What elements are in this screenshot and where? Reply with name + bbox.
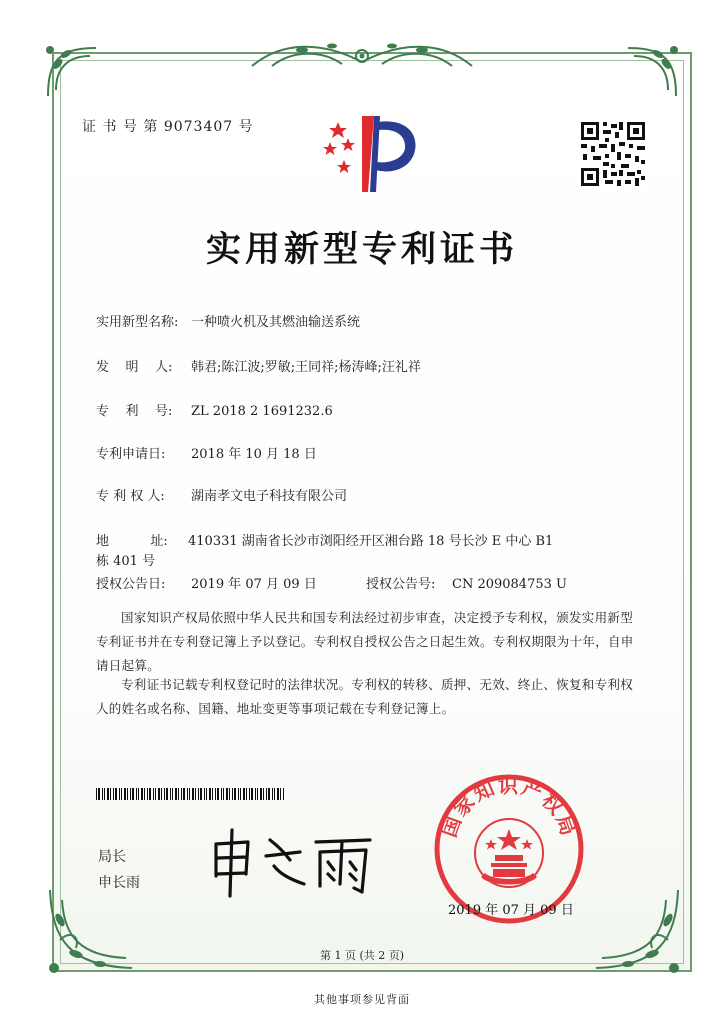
top-ornament-icon	[242, 36, 482, 74]
certificate-number-suffix: 号	[238, 119, 254, 135]
footer-note: 其他事项参见背面	[314, 993, 410, 1006]
statement-paragraph-2: 专利证书记载专利权登记时的法律状况。专利权的转移、质押、无效、终止、恢复和专利权人的姓名或名称、国籍、地址变更等事项记载在专利登记簿上。	[96, 677, 634, 716]
page-number: 第 1 页 (共 2 页)	[319, 949, 405, 962]
certificate-number	[82, 116, 254, 136]
address-field	[96, 532, 576, 572]
statement-paragraph-1: 国家知识产权局依照中华人民共和国专利法经过初步审查，决定授予专利权，颁发实用新型专利证书并在专利登记簿上予以登记。专利权自授权公告之日起生效。专利权期限为十年，自申请日起算。	[96, 610, 634, 673]
top-right-ornament-icon	[620, 40, 684, 104]
top-left-ornament-icon	[40, 40, 104, 104]
auth-date-label: 授权公告日:	[96, 577, 166, 592]
qr-code-icon	[579, 120, 647, 188]
inventors-label: 发 明 人:	[96, 360, 173, 375]
utility-name-field	[96, 312, 360, 334]
certificate-number-value: 9073407	[163, 119, 234, 135]
patentee-label: 专 利 权 人:	[96, 489, 165, 504]
auth-date-field	[96, 574, 317, 596]
utility-name-value: 一种喷火机及其燃油输送系统	[191, 315, 361, 330]
auth-number-label: 授权公告号:	[366, 577, 436, 592]
certificate-number-label: 证 书 号 第	[82, 119, 159, 135]
bottom-right-ornament-icon	[588, 880, 688, 980]
patent-number-label: 专 利 号:	[96, 404, 173, 419]
seal-text: 国家知识产权局	[436, 773, 582, 841]
barcode-icon	[96, 788, 286, 800]
director-title: 局长	[98, 849, 126, 865]
seal-date: 2019 年 07 月 09 日	[448, 903, 574, 918]
patent-number-value: ZL 2018 2 1691232.6	[191, 404, 333, 419]
application-date-label: 专利申请日:	[96, 447, 166, 462]
auth-number-field	[366, 574, 567, 596]
auth-date-value: 2019 年 07 月 09 日	[191, 577, 317, 592]
auth-number-value: CN 209084753 U	[452, 577, 567, 592]
patentee-field	[96, 486, 347, 508]
patent-number-field	[96, 401, 333, 423]
bottom-left-ornament-icon	[40, 880, 140, 980]
certificate-title: 实用新型专利证书	[205, 230, 518, 270]
utility-name-label: 实用新型名称:	[96, 315, 179, 330]
address-value-line2: 栋 401 号	[96, 554, 156, 569]
patentee-value: 湖南孝文电子科技有限公司	[191, 489, 348, 504]
director-signature	[208, 822, 378, 902]
address-value-line1: 410331 湖南省长沙市浏阳经开区湘台路 18 号长沙 E 中心 B1	[188, 534, 554, 549]
application-date-value: 2018 年 10 月 18 日	[191, 447, 317, 462]
inventors-field	[96, 357, 421, 379]
address-label: 地 址:	[96, 534, 168, 549]
inventors-value: 韩君;陈江波;罗敏;王同祥;杨涛峰;汪礼祥	[191, 360, 421, 375]
application-date-field	[96, 444, 317, 466]
cnipa-logo-icon	[316, 108, 424, 198]
director-name: 申长雨	[98, 875, 140, 891]
